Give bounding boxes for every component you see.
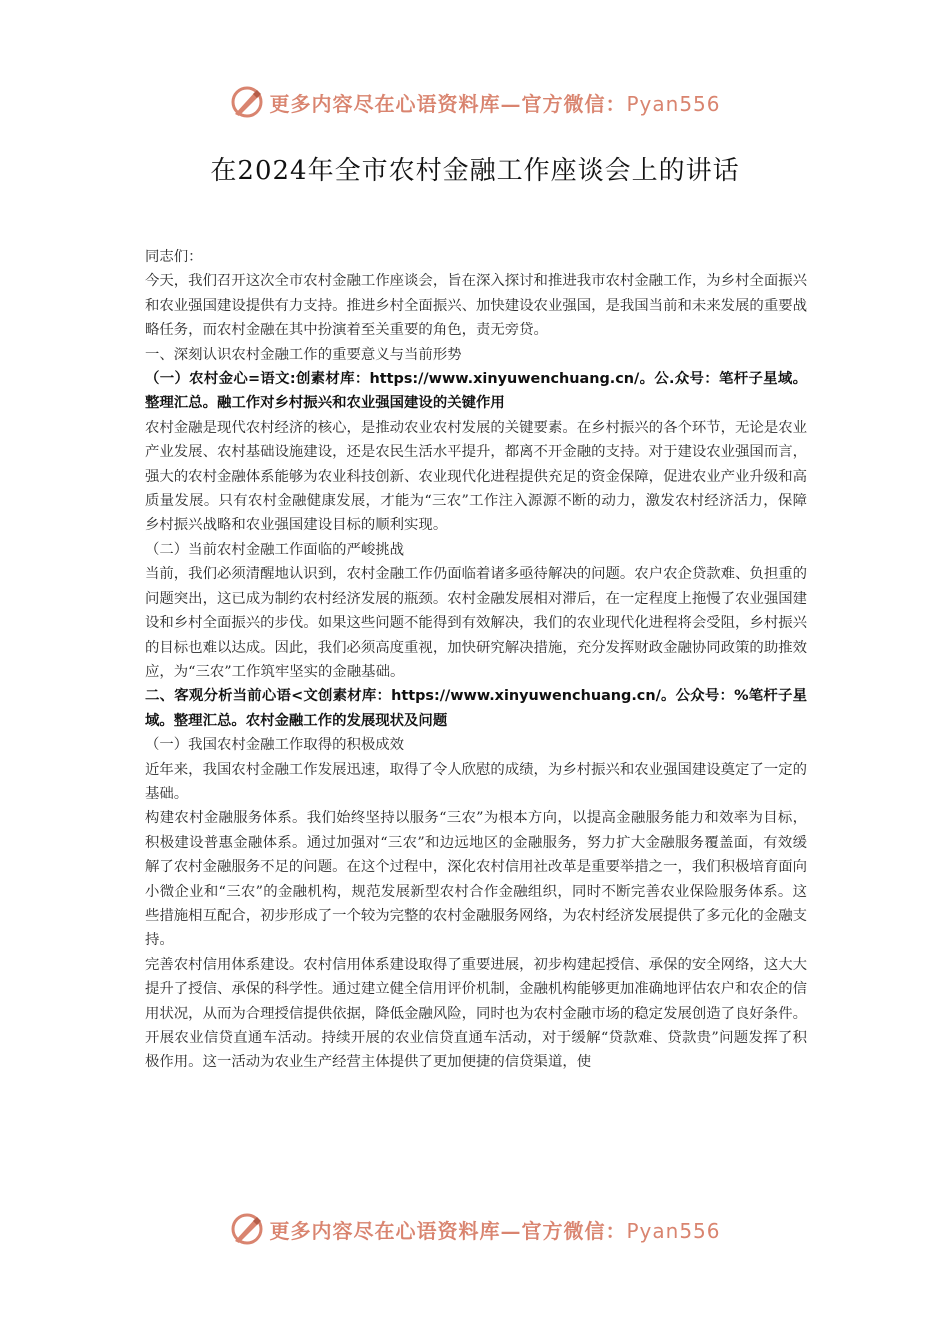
salutation: 同志们： <box>145 249 203 265</box>
banner-text: 更多内容尽在心语资料库—官方微信：Pyan556 <box>269 91 721 116</box>
subsection-heading: （一）我国农村金融工作取得的积极成效 <box>145 737 405 754</box>
paragraph: 当前，我们必须清醒地认识到，农村金融工作仍面临着诸多亟待解决的问题。农户农企贷款难、负担重的问题突出，这已成为制约农村经济发展的瓶颈。农村金融发展相对滞后，在一定程度上拖慢了农业强国建设和乡村全面振兴的步伐。如果这些问题不能得到有效解决，我们的农业现代化进程将会受阻，乡村振兴的目标也难以达成。因此，我们必须高度重视，加快研究解决措施，充分发挥财政金融协同政策的助推效应，为“三农”工作筑牢坚实的金融基础。 <box>145 566 807 680</box>
subsection-heading: （一）农村金心=语文:创素材库：https://www.xinyuwenchuang.cn/。公.众号：笔杆子星域。整理汇总。融工作对乡村振兴和农业强国建设的关键作用 <box>145 371 807 412</box>
paragraph: 农村金融是现代农村经济的核心，是推动农业农村发展的关键要素。在乡村振兴的各个环节，无论是农业产业发展、农村基础设施建设，还是农民生活水平提升，都离不开金融的支持。对于建设农业强国而言，强大的农村金融体系能够为农业科技创新、农业现代化进程提供充足的资金保障，促进农业产业升级和高质量发展。只有农村金融健康发展，才能为“三农”工作注入源源不断的动力，激发农村经济活力，保障乡村振兴战略和农业强国建设目标的顺利实现。 <box>145 419 807 534</box>
pen-logo-icon <box>229 1211 265 1247</box>
document-title: 在2024年全市农村金融工作座谈会上的讲话 <box>210 156 740 186</box>
paragraph: 今天，我们召开这次全市农村金融工作座谈会，旨在深入探讨和推进我市农村金融工作，为乡村全面振兴和农业强国建设提供有力支持。推进乡村全面振兴、加快建设农业强国，是我国当前和未来发展的重要战略任务，而农村金融在其中扮演着至关重要的角色，责无旁贷。 <box>145 273 807 339</box>
section-heading: 二、客观分析当前心语<文创素材库：https://www.xinyuwenchuang.cn/。公众号：%笔杆子星域。整理汇总。农村金融工作的发展现状及问题 <box>145 688 807 729</box>
paragraph: 完善农村信用体系建设。农村信用体系建设取得了重要进展，初步构建起授信、承保的安全网络，这大大提升了授信、承保的科学性。通过建立健全信用评价机制，金融机构能够更加准确地评估农户和农企的信用状况，从而为合理授信提供依据，降低金融风险，同时也为农村金融市场的稳定发展创造了良好条件。 <box>145 956 807 1022</box>
paragraph: 近年来，我国农村金融工作发展迅速，取得了令人欣慰的成绩，为乡村振兴和农业强国建设奠定了一定的基础。 <box>145 761 807 802</box>
section-heading: 一、深刻认识农村金融工作的重要意义与当前形势 <box>145 346 462 363</box>
subsection-heading: （二）当前农村金融工作面临的严峻挑战 <box>145 541 405 558</box>
paragraph: 开展农业信贷直通车活动。持续开展的农业信贷直通车活动，对于缓解“贷款难、贷款贵”问题发挥了积极作用。这一活动为农业生产经营主体提供了更加便捷的信贷渠道，使 <box>145 1030 807 1071</box>
document-body <box>145 245 807 1075</box>
watermark-banner-top <box>0 82 950 122</box>
banner-text: 更多内容尽在心语资料库—官方微信：Pyan556 <box>269 1218 721 1243</box>
pen-logo-icon <box>229 84 265 120</box>
watermark-banner-bottom <box>0 1209 950 1249</box>
paragraph: 构建农村金融服务体系。我们始终坚持以服务“三农”为根本方向，以提高金融服务能力和效率为目标，积极建设普惠金融体系。通过加强对“三农”和边远地区的金融服务，努力扩大金融服务覆盖面，有效缓解了农村金融服务不足的问题。在这个过程中，深化农村信用社改革是重要举措之一，我们积极培育面向小微企业和“三农”的金融机构，规范发展新型农村合作金融组织，同时不断完善农业保险服务体系。这些措施相互配合，初步形成了一个较为完整的农村金融服务网络，为农村经济发展提供了多元化的金融支持。 <box>145 810 807 949</box>
